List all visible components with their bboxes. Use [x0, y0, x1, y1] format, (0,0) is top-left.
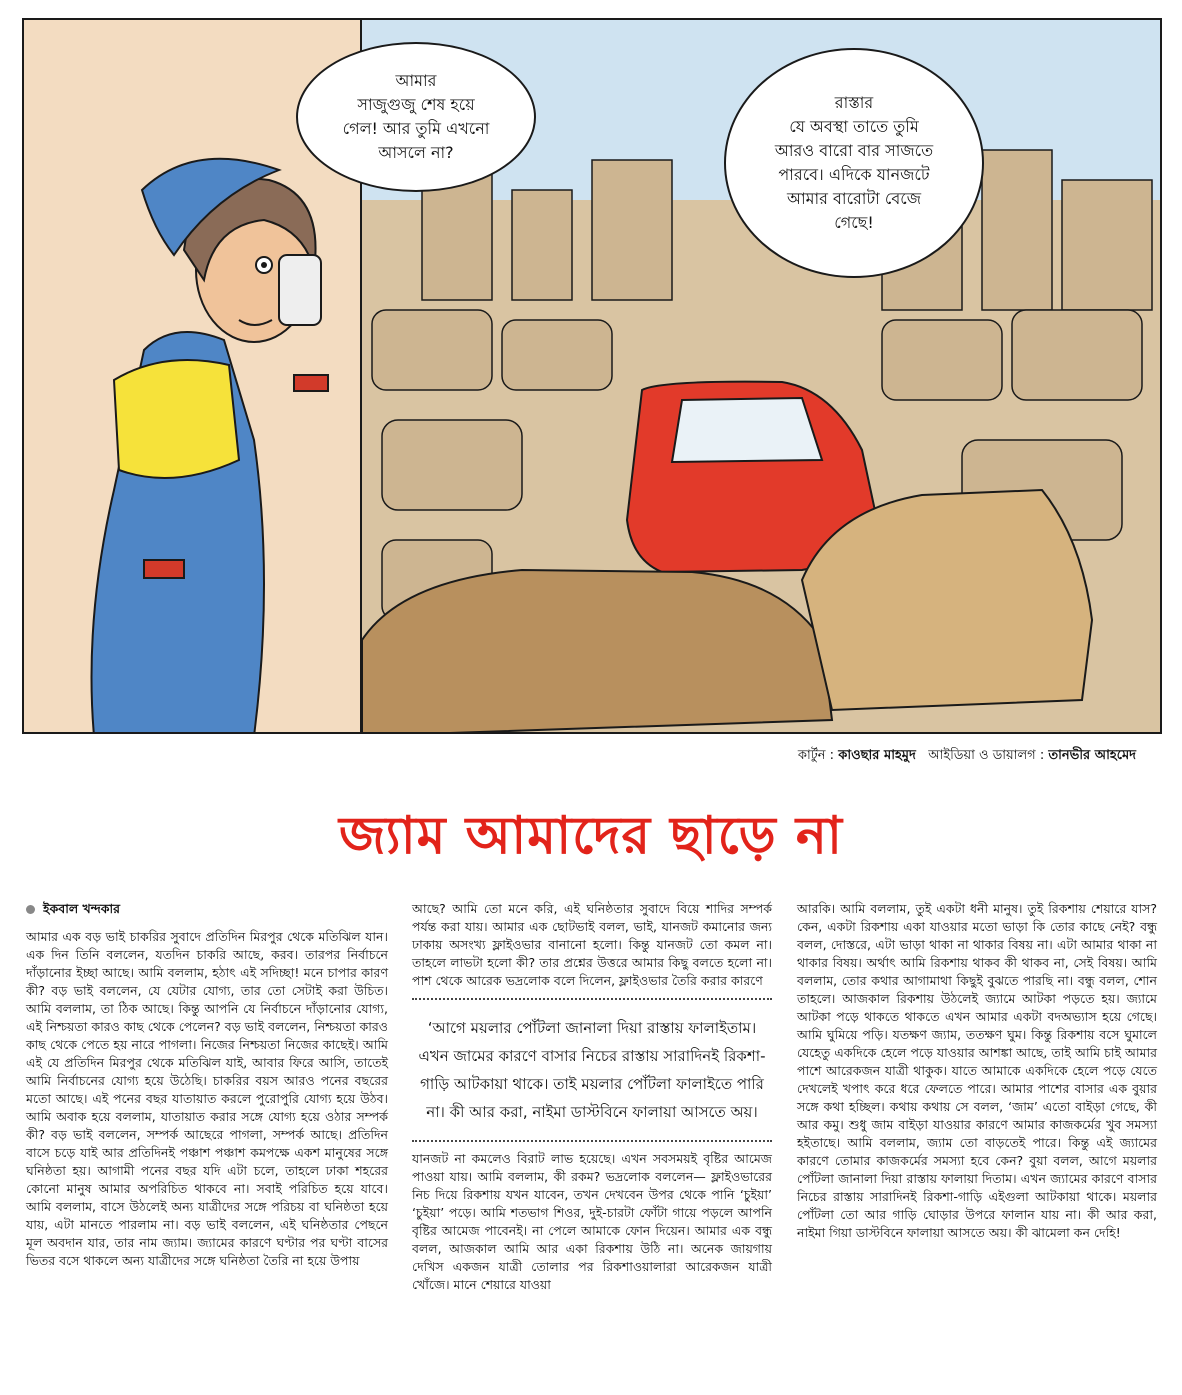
idea-credit-label: আইডিয়া ও ডায়ালগ : — [928, 748, 1045, 763]
bubble-line: গেছে! — [834, 213, 874, 232]
bubble-line: আমার — [395, 71, 437, 90]
divider — [412, 1140, 772, 1142]
bubble-line: আসলে না? — [378, 143, 454, 162]
bubble-line: রাস্তার — [834, 93, 874, 112]
bubble-line: পারবে। এদিকে যানজটে — [778, 165, 930, 184]
bubble-line: আরও বারো বার সাজতে — [774, 141, 934, 160]
bubble-line: গেল! আর তুমি এখনো — [342, 119, 490, 138]
divider — [412, 998, 772, 1000]
bubble-line: আমার বারোটা বেজে — [786, 189, 922, 208]
author-byline — [26, 900, 388, 918]
cartoon-credit-label: কার্টুন : — [797, 748, 835, 763]
bullet-icon — [26, 905, 35, 914]
author-name: ইকবাল খন্দকার — [43, 901, 120, 916]
speech-bubble-man — [724, 48, 984, 278]
article-column-1 — [26, 900, 388, 1270]
pull-quote: ‘আগে ময়লার পোঁটলা জানালা দিয়া রাস্তায় ফালাইতাম। এখন জামের কারণে বাসার নিচের রাস্তায় সারাদিনই রিকশা-গাড়ি আটকায়া থাকে। তাই ময়লার পোঁটলা ফালাইতে পারি না। কী আর করা, নাইমা ডাস্টবিনে ফালায়া আসতে অয়। — [418, 1019, 766, 1121]
article-paragraph: আছে? আমি তো মনে করি, এই ঘনিষ্ঠতার সুবাদে বিয়ে শাদির সম্পর্ক পর্যন্ত করা যায়। আমার এক ছোটভাই বলল, ভাই, যানজট কমানোর জন্য ঢাকায় অসংখ্য ফ্লাইওভার বানানো হলো। কিন্তু যানজট তো কমল না। তাহলে লাভটা হলো কী? তার প্রশ্নের উত্তরে আমার কিছু বলতে হলো না। পাশ থেকে আরেক ভদ্রলোক বলে দিলেন, ফ্লাইওভার তৈরি করার কারণে — [412, 901, 772, 988]
article-paragraph: আমার এক বড় ভাই চাকরির সুবাদে প্রতিদিন মিরপুর থেকে মতিঝিল যান। এক দিন তিনি বললেন, যতদিন চাকরি আছে, করব। তারপর নির্বাচনে দাঁড়ানোর ইচ্ছা আছে। আমি বললাম, হঠাৎ এই সদিচ্ছা! মনে চাপার কারণ কী? বড় ভাই বললেন, যে যেটার যোগ্য, তার তো সেটাই করা উচিত। আমি বললাম, তা ঠিক আছে। কিন্তু আপনি যে নির্বাচনে দাঁড়ানোর যোগ্য, এই নিশ্চয়তা কারও কাছ থেকে পেলেন? বড় ভাই বললেন, নিশ্চয়তা কারও কাছ থেকে পেতে হয় নারে পাগলা। নিজের নিশ্চয়তা নিজের কাছেই। আমি এই যে প্রতিদিন মিরপুর থেকে মতিঝিল যাই, আবার ফিরে আসি, তাতেই আমি নির্বাচনের যোগ্য হয়ে উঠেছি। চাকরির বয়স আরও পনের বছরের মতো আছে। এই পনের বছর যাতায়াত করলে পুরোপুরি যোগ্য হয়ে উঠব। আমি অবাক হয়ে বললাম, যাতায়াত করার সঙ্গে যোগ্য হয়ে ওঠার সম্পর্ক কী? বড় ভাই বললেন, সম্পর্ক আছেরে পাগলা, সম্পর্ক আছে। প্রতিদিন বাসে চড়ে যাই আর প্রতিদিনই পঞ্চাশ পঞ্চাশ কমপক্ষে একশ মানুষের সঙ্গে ঘনিষ্ঠতা হয়। আগামী পনের বছর যদি এটা চলে, তাহলে ঢাকা শহরের কোনো মানুষ আমার অপরিচিত থাকবে না। সবাই পরিচিত হয়ে যাবে। আমি বললাম, বাসে উঠলেই অন্য যাত্রীদের সঙ্গে পরিচয় বা ঘনিষ্ঠতা হয়ে যায়, এটা মানতে পারলাম না। বড় ভাই বললেন, এই ঘনিষ্ঠতার পেছনে মূল অবদান যার, তার নাম জ্যাম। জ্যামের কারণে ঘণ্টার পর ঘণ্টা বাসের ভিতর বসে থাকলে অন্য যাত্রীদের সঙ্গে ঘনিষ্ঠতা তৈরি না হয়ে উপায় — [26, 929, 388, 1268]
article-paragraph: আরকি। আমি বললাম, তুই একটা ধনী মানুষ। তুই রিকশায় শেয়ারে যাস? কেন, একটা রিকশায় একা যাওয়ার মতো ভাড়া কি তোর কাছে নেই? বন্ধু বলল, দোস্তরে, এটা ভাড়া থাকা না থাকার বিষয় না। এটা আমার থাকা না থাকার বিষয়। অর্থাৎ আমি রিকশায় থাকব কী থাকব না, সেই বিষয়। আমি বললাম, তোর কথার আগামাথা কিছুই বুঝতে পারছি না। বন্ধু বলল, শোন তাহলে। আজকাল রিকশায় উঠলেই জ্যামে আটকা পড়তে হয়। জ্যামে আটকা পড়ে থাকতে থাকতে এখন আমার একটা বদঅভ্যাস হয়ে গেছে। আমি ঘুমিয়ে পড়ি। যতক্ষণ জ্যাম, ততক্ষণ ঘুম। কিন্তু রিকশায় বসে ঘুমালে যেহেতু একদিকে হেলে পড়ে যাওয়ার আশঙ্কা আছে, তাই আমি চাই আমার পাশে আরেকজন যাত্রী থাকুক। যাতে আমাকে একদিকে হেলে পড়ে যেতে দেখলেই খপাৎ করে ধরে ফেলতে পারে। আমার পাশের বাসার এক বুয়ার সঙ্গে কথা হচ্ছিল। কথায় কথায় সে বলল, ‘জাম’ এতো বাইড়া গেছে, কী আর কমু। শুধু জাম বাইড়া যাওয়ার কারণে আমার কাজকর্মের খুব সমস্যা হইতাছে। আমি বললাম, জ্যাম তো বাড়তেই পারে। কিন্তু এই জ্যামের কারণে তোমার কাজকর্মের সমস্যা হবে কেন? বুয়া বলল, আগে ময়লার পোঁটলা জানালা দিয়া রাস্তায় ফালায়া দিতাম। এখন জ্যামের কারণে বাসার নিচের রাস্তায় সারাদিনই রিকশা-গাড়ি এইগুলা আটকায়া থাকে। ময়লার পোঁটলা তো আর গাড়ি ঘোড়ার উপরে ফালান যায় না। কী আর করা, নাইমা গিয়া ডাস্টবিনে ফালায়া আসতে অয়। কী ঝামেলা কন দেহি! — [797, 901, 1157, 1240]
article-paragraph: যানজট না কমলেও বিরাট লাভ হয়েছে। এখন সবসময়ই বৃষ্টির আমেজ পাওয়া যায়। আমি বললাম, কী রকম? ভদ্রলোক বললেন— ফ্লাইওভারের নিচ দিয়ে রিকশায় যখন যাবেন, তখন দেখবেন উপর থেকে পানি ‘চুইয়া’ ‘চুইয়া’ পড়ে। আমি শতভাগ শিওর, দুই-চারটা ফোঁটা গায়ে পড়লে আপনি বৃষ্টির আমেজ পাবেনই। না পেলে আমাকে ফোন দিয়েন। আমার এক বন্ধু বলল, আজকাল আমি আর একা রিকশায় উঠি না। অনেক জায়গায় দেখিস একজন যাত্রী তোলার পর রিকশাওয়ালারা আরেকজন যাত্রী খোঁজে। মানে শেয়ারে যাওয়া — [412, 1151, 772, 1292]
cartoon-credits — [798, 746, 1136, 767]
speech-bubble-woman — [296, 42, 536, 192]
article-column-3 — [797, 900, 1157, 1242]
bubble-line: যে অবস্থা তাতে তুমি — [789, 117, 919, 136]
cartoon-panel — [22, 18, 1162, 734]
idea-author: তানভীর আহমেদ — [1048, 748, 1136, 763]
article-column-2 — [412, 900, 772, 1294]
bubble-line: সাজুগুজু শেষ হয়ে — [357, 95, 475, 114]
article-headline: জ্যাম আমাদের ছাড়ে না — [338, 805, 844, 866]
cartoon-artist: কাওছার মাহমুদ — [838, 748, 916, 763]
